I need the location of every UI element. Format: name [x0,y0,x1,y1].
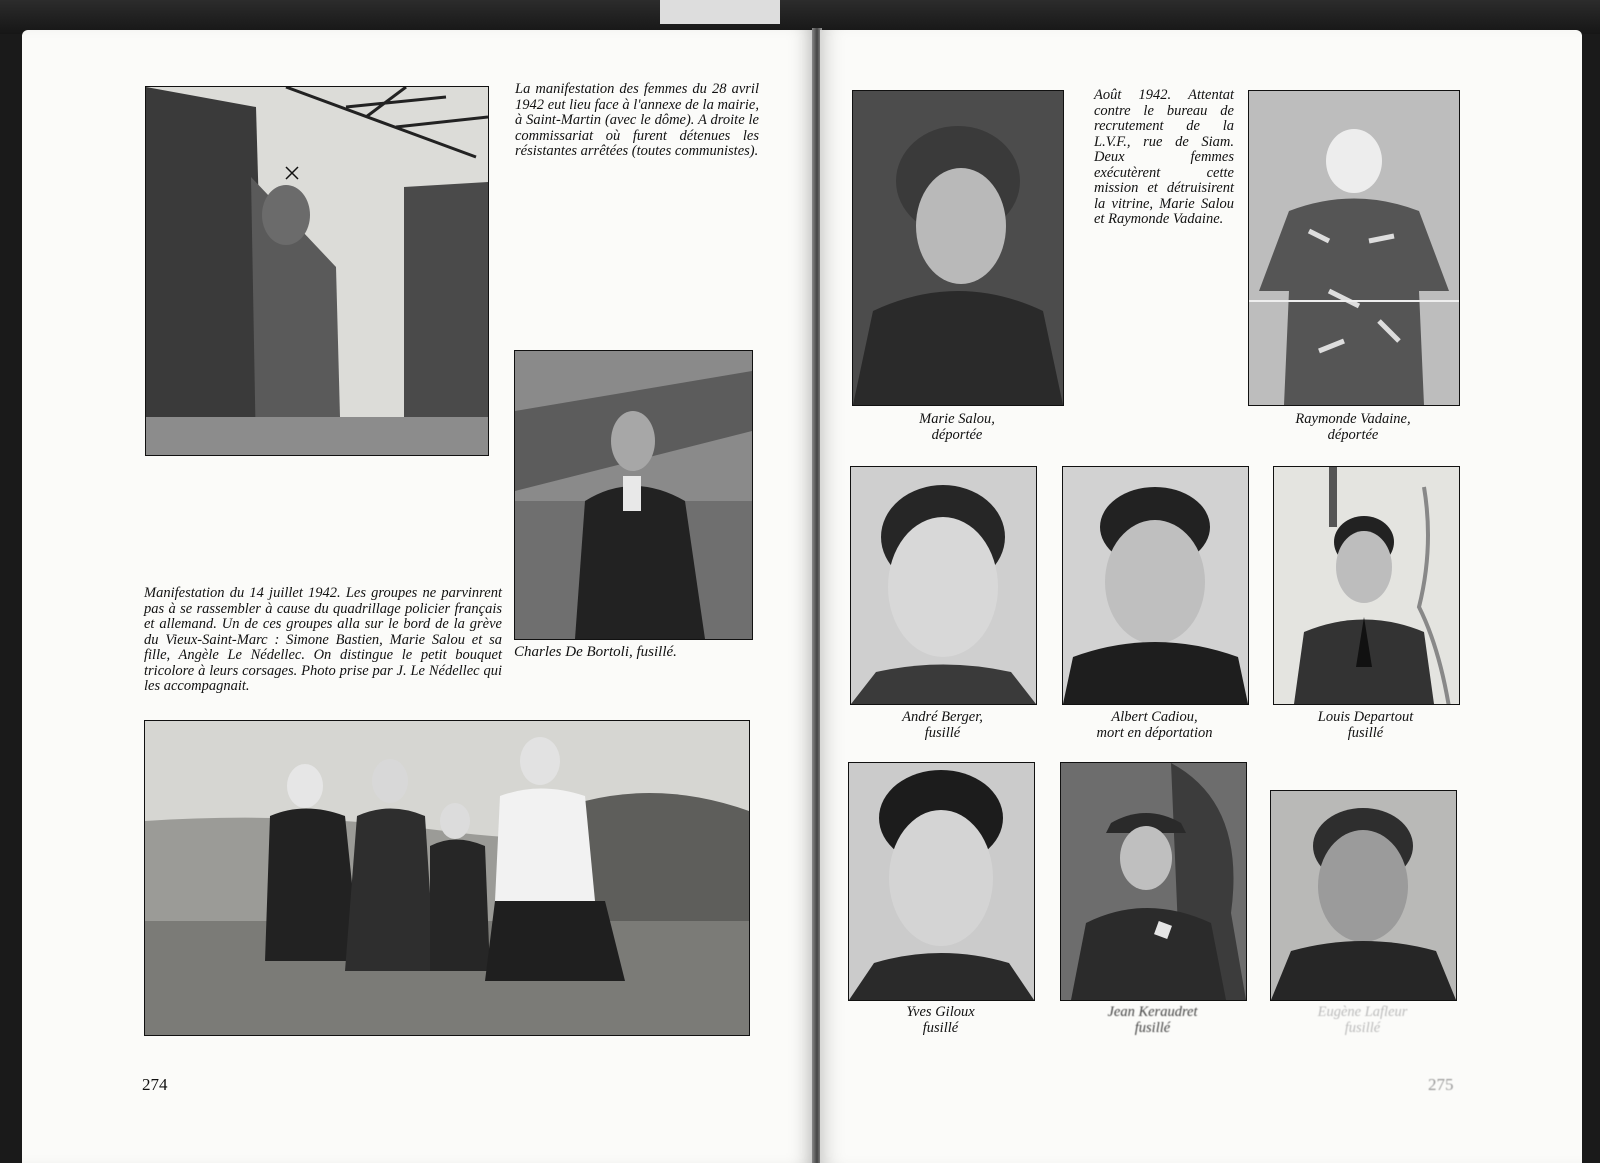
portrait-status: fusillé [1347,724,1384,741]
right-page [820,30,1582,1163]
jean-keraudret-caption [1060,1005,1245,1036]
albert-cadiou-photo [1062,466,1249,705]
andre-berger-caption [850,710,1035,741]
street-photo [145,86,489,456]
yves-giloux-caption [848,1005,1033,1036]
yves-giloux-photo [848,762,1035,1001]
portrait-status: fusillé [1134,1019,1171,1036]
louis-departout-photo [1273,466,1460,705]
left-page [22,30,814,1163]
eugene-lafleur-caption [1270,1005,1455,1036]
portrait-name: Yves Giloux [906,1004,975,1020]
eugene-lafleur-photo [1270,790,1457,1001]
portrait-status: mort en déportation [1096,724,1213,741]
portrait-status: déportée [1327,426,1379,443]
page-number-left: 274 [142,1075,168,1094]
portrait-name: Louis Departout [1317,709,1414,725]
paper-tab [660,0,780,24]
portrait-name: Raymonde Vadaine, [1295,411,1411,427]
andre-berger-photo [850,466,1037,705]
portrait-name: André Berger, [902,709,983,725]
attentat-caption: Août 1942. Attentat contre le bureau de recrutement de la L.V.F., rue de Siam. Deux femmes exécutèrent cette mission et détruisirent la vitrine, Marie Salou et Raymonde Vadaine. [1094,87,1234,227]
marie-salou-photo [852,90,1064,406]
portrait-name: Jean Keraudret [1107,1004,1198,1020]
portrait-name: Eugène Lafleur [1317,1004,1408,1020]
women-group-photo [144,720,750,1036]
raymonde-vadaine-caption [1248,412,1458,443]
group-caption: Manifestation du 14 juillet 1942. Les groupes ne parvinrent pas à se rassembler à cause du quadrillage policier français et allemand. Un de ces groupes alla sur le bord de la grève du Vieux-Saint-Marc : Simone Bastien, Marie Salou et sa fille, Angèle Le Nédellec. On distingue le petit bouquet tricolore à leurs corsages. Photo prise par J. Le Nédellec qui les accompagnait. [144,585,502,694]
portrait-status: fusillé [924,724,961,741]
albert-cadiou-caption [1052,710,1257,741]
raymonde-vadaine-photo [1248,90,1460,406]
street-caption: La manifestation des femmes du 28 avril 1942 eut lieu face à l'annexe de la mairie, à Saint-Martin (avec le dôme). A droite le commissariat où furent détenues les résistantes arrêtées (toutes communistes). [515,81,759,159]
debortoli-photo [514,350,753,640]
page-number-right: 275 [1428,1075,1454,1094]
portrait-status: fusillé [1344,1019,1381,1036]
debortoli-caption: Charles De Bortoli, fusillé. [514,644,677,660]
jean-keraudret-photo [1060,762,1247,1001]
portrait-status: fusillé [922,1019,959,1036]
book-top-edge [0,0,1600,34]
portrait-status: déportée [931,426,983,443]
portrait-name: Marie Salou, [919,411,995,427]
marie-salou-caption [852,412,1062,443]
portrait-name: Albert Cadiou, [1111,709,1198,725]
louis-departout-caption [1273,710,1458,741]
